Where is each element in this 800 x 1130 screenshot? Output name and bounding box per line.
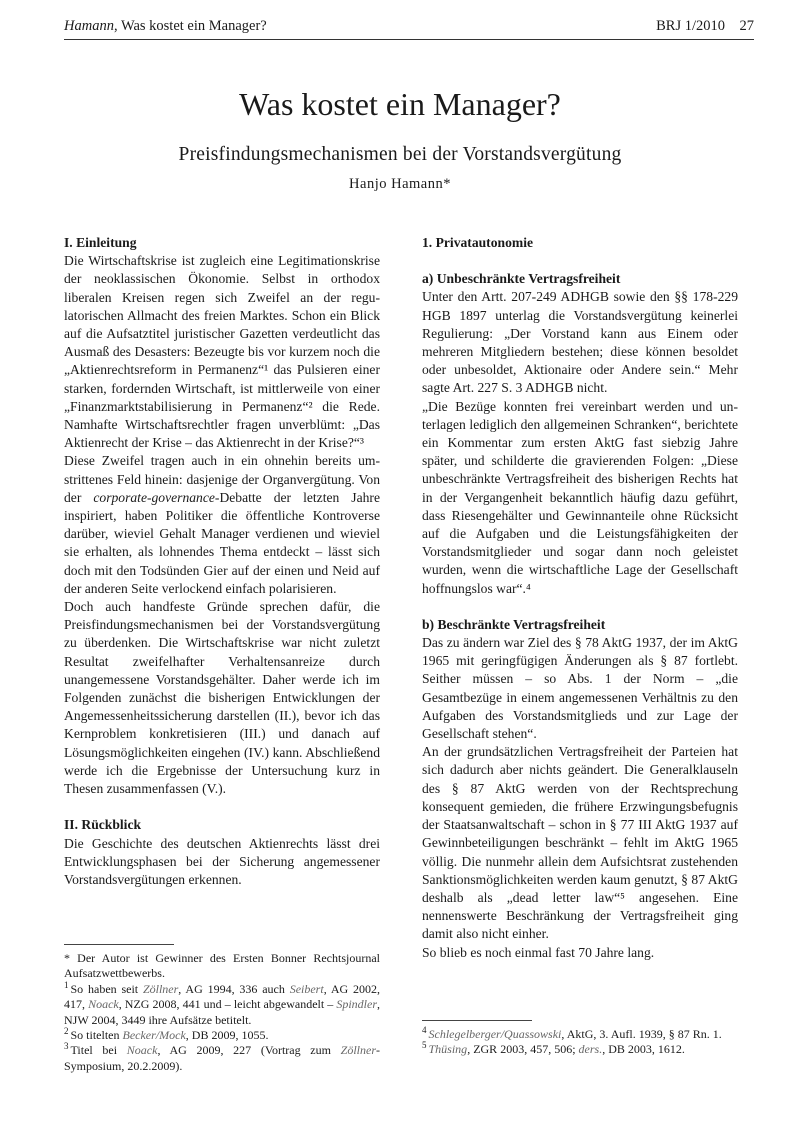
- footnote-rule: [422, 1020, 532, 1021]
- footnote-text: , DB 2003, 1612.: [602, 1042, 685, 1057]
- cited-author: Zöllner: [142, 981, 179, 996]
- footnote-text: , NJW 2004, 3449 ihre Aufsätze betitelt.: [64, 997, 380, 1027]
- paragraph-text: -Debatte der letzten Jahre inspiriert, haben Politiker die öffentliche Kontroverse darüber, wieviel Gehalt Manager verdienen und wieviel sie erhalten, als lohnendes Thema entdeckt – lässt sich doch mit den Todsünden Gier auf der einen und Neid auf der anderen Seite verlockend einfach polarisieren.: [64, 489, 380, 596]
- running-header: [64, 18, 754, 40]
- paragraph: So blieb es noch einmal fast 70 Jahre lang.: [422, 944, 655, 960]
- cited-author: Seibert: [289, 981, 324, 996]
- section-heading-introduction: I. Einleitung: [64, 235, 137, 250]
- cited-author: Spindler: [336, 997, 377, 1012]
- spacer: [422, 252, 738, 270]
- section-heading-review: II. Rückblick: [64, 817, 142, 833]
- footnote-2: [64, 1028, 380, 1043]
- footnote-text: , AG 2009, 227 (Vortrag zum: [157, 1043, 341, 1058]
- spacer: [64, 798, 380, 816]
- paragraph-text: Diese Zweifel tragen auch in ein ohnehin bereits umstrittenes Feld hinein: dasjenige der Organvergütung. Von der: [64, 453, 380, 505]
- footnote-1: [64, 979, 380, 1028]
- footnote-number: 3: [64, 1041, 69, 1052]
- right-footnotes: [422, 1020, 738, 1058]
- right-column: [422, 234, 738, 962]
- footnote-rule: [64, 944, 174, 945]
- footnote-text: , AktG, 3. Aufl. 1939, § 87 Rn. 1.: [561, 1027, 722, 1041]
- running-header-left: [64, 18, 267, 35]
- paragraph: Die Geschichte des deutschen Aktienrechts lässt drei Entwicklungsphasen bei der Sicherung angemessener Vorstandsvergütungen erkennen.: [64, 835, 380, 887]
- footnote-text: -Symposium, 20.2.2009).: [64, 1043, 380, 1073]
- emphasis: corporate-governance: [93, 489, 215, 505]
- article-subtitle: Preisfindungsmechanismen bei der Vorstandsvergütung: [178, 144, 622, 165]
- cited-author: Schlegelberger/Quassowski: [428, 1027, 562, 1041]
- left-column: [64, 234, 380, 889]
- spacer: [422, 598, 738, 616]
- footnote-number: 4: [422, 1025, 427, 1035]
- cited-author: Thüsing: [428, 1042, 468, 1057]
- cited-author: Becker/Mock: [122, 1028, 186, 1043]
- paragraph: [64, 452, 380, 598]
- footnote-text: So haben seit: [70, 981, 143, 996]
- footnote-author: * Der Autor ist Gewinner des Ersten Bonner Rechtsjournal Aufsatzwettbewerbs.: [64, 951, 380, 981]
- subsection-heading-b: b) Beschränkte Vertragsfreiheit: [422, 616, 606, 632]
- footnote-number: 1: [64, 979, 69, 990]
- footnote-text: Titel bei: [70, 1043, 127, 1058]
- section-heading-privatautonomie: 1. Privatautonomie: [422, 235, 534, 250]
- footnote-text: , AG 1994, 336 auch: [178, 981, 290, 996]
- cited-author: Zöllner: [340, 1043, 376, 1058]
- article-author: Hanjo Hamann*: [349, 176, 451, 192]
- subsection-heading-a: a) Unbeschränkte Vertragsfreiheit: [422, 271, 621, 287]
- footnote-number: 5: [422, 1040, 427, 1051]
- cited-author: ders.: [578, 1042, 603, 1057]
- paragraph: Das zu ändern war Ziel des § 78 AktG 1937, der im AktG 1965 mit geringfügigen Änderungen als § 87 fortlebt. Seither müssen – so Abs. 1 der Norm – „die Gesamtbezüge in einem angemessenen Verhältnis zu den Aufgaben des Vorstandsmitglieds und zur Lage der Gesellschaft stehen“.: [422, 635, 738, 742]
- journal-issue: BRJ 1/2010: [656, 18, 725, 34]
- page-number: 27: [739, 18, 754, 34]
- cited-author: Noack: [126, 1043, 158, 1058]
- footnote-text: , AG 2002, 417,: [64, 981, 380, 1012]
- article-title: Was kostet ein Manager?: [239, 86, 561, 122]
- running-header-author: Hamann: [64, 18, 114, 34]
- running-header-title: , Was kostet ein Manager?: [113, 18, 267, 34]
- footnote-3: [64, 1043, 380, 1074]
- footnote-text: , NZG 2008, 441 und – leicht abgewandelt –: [118, 997, 337, 1012]
- footnote-5: [422, 1042, 738, 1057]
- footnote-text: So titelten: [70, 1028, 123, 1043]
- paragraph: Die Wirtschaftskrise ist zugleich eine Legitimationskrise der neoklassischen Ökonomie. Selbst in orthodox liberalen Kreisen regen sich Zweifel an der regulatorischen Allmacht des freien Marktes. Schon ein Blick auf die Aufsatztitel juristischer Gazetten verdeutlicht das Ausmaß des Desasters: Bezeugte bis vor kurzem noch die „Aktienrechtsreform in Permanenz“¹ das Pulsieren einer starken, fordernden Wirtschaft, ist mittlerweile von einer „Finanzmarktstabilisierung in Permanenz“² die Rede. Namhafte Wirtschaftsrechtler fragen unverblümt: „Das Aktienrecht der Krise – das Aktienrecht in der Krise?“³: [64, 253, 380, 451]
- cited-author: Noack: [88, 997, 119, 1012]
- paragraph: „Die Bezüge konnten frei vereinbart werden und unterlagen lediglich den allgemeinen Schranken“, berichtete ein Kommentar zum ersten AktG fast siebzig Jahre später, und schilderte die gravierenden Folgen: „Diese unbeschränkte Vertragsfreiheit des bisherigen Rechts hat in der Vergangenheit bekanntlich häufig dazu geführt, dass Riesengehälter und Gewinnanteile ohne Rücksicht auf die Aufgaben und die Leistungsfähigkeiten der Vorstandsmitglieder und sogar dann noch geleistet wurden, wenn die wirtschaftliche Lage der Gesellschaft hoffnungslos war“.⁴: [422, 398, 738, 596]
- footnote-4: [422, 1027, 738, 1042]
- paragraph: An der grundsätzlichen Vertragsfreiheit der Parteien hat sich dadurch aber nichts geändert. Die Generalklauseln des § 87 AktG werden von der Rechtsprechung konsequent gemieden, die frühere Erzwingungsbefugnis der Staatsanwaltschaft – schon in § 77 III AktG 1937 auf Gewinnbeteiligungen beschränkt – fehlt im AktG 1965 völlig. Die nunmehr allein dem Aufsichtsrat zustehenden Sanktionsmöglichkeiten werden kaum genutzt, § 87 AktG deshalb als „dead letter law“⁵ angesehen. Eine nennenswerte Beschränkung der Vertragsfreiheit ging damit also nicht einher.: [422, 744, 738, 942]
- footnote-text: , DB 2009, 1055.: [185, 1028, 269, 1043]
- footnote-number: 2: [64, 1026, 69, 1037]
- paragraph: Doch auch handfeste Gründe sprechen dafür, die Preisfindungsmechanismen bei der Vorstandsvergütung zu überdenken. Die Wirtschaftskrise war nicht zuletzt Resultat zweifelhafter Verhaltensanreize durch unangemessene Vorstandsgehälter. Daher werde ich im Folgenden zunächst die bisherigen Entwicklungen der Angemessenheitssicherung darstellen (II.), bevor ich das Kernproblem konkretisieren (III.) und danach auf Lösungsmöglichkeiten eingehen (IV.) kann. Abschließend werde ich die Ergebnisse der Untersuchung kurz in Thesen zusammenfassen (V.).: [64, 599, 380, 797]
- running-header-right: [656, 18, 754, 35]
- footnote-text: , ZGR 2003, 457, 506;: [467, 1042, 579, 1057]
- left-footnotes: [64, 944, 380, 1074]
- paragraph: Unter den Artt. 207-249 ADHGB sowie den §§ 178-229 HGB 1897 unterlag die Vorstandsvergütung keinerlei Regulierung: „Der Vorstand kann aus Einem oder mehreren Mitgliedern bestehen; diese können besoldet oder unbesoldet, Aktionaire oder Andere sein.“ Mehr sagte Art. 227 S. 3 ADHGB nicht.: [422, 289, 738, 396]
